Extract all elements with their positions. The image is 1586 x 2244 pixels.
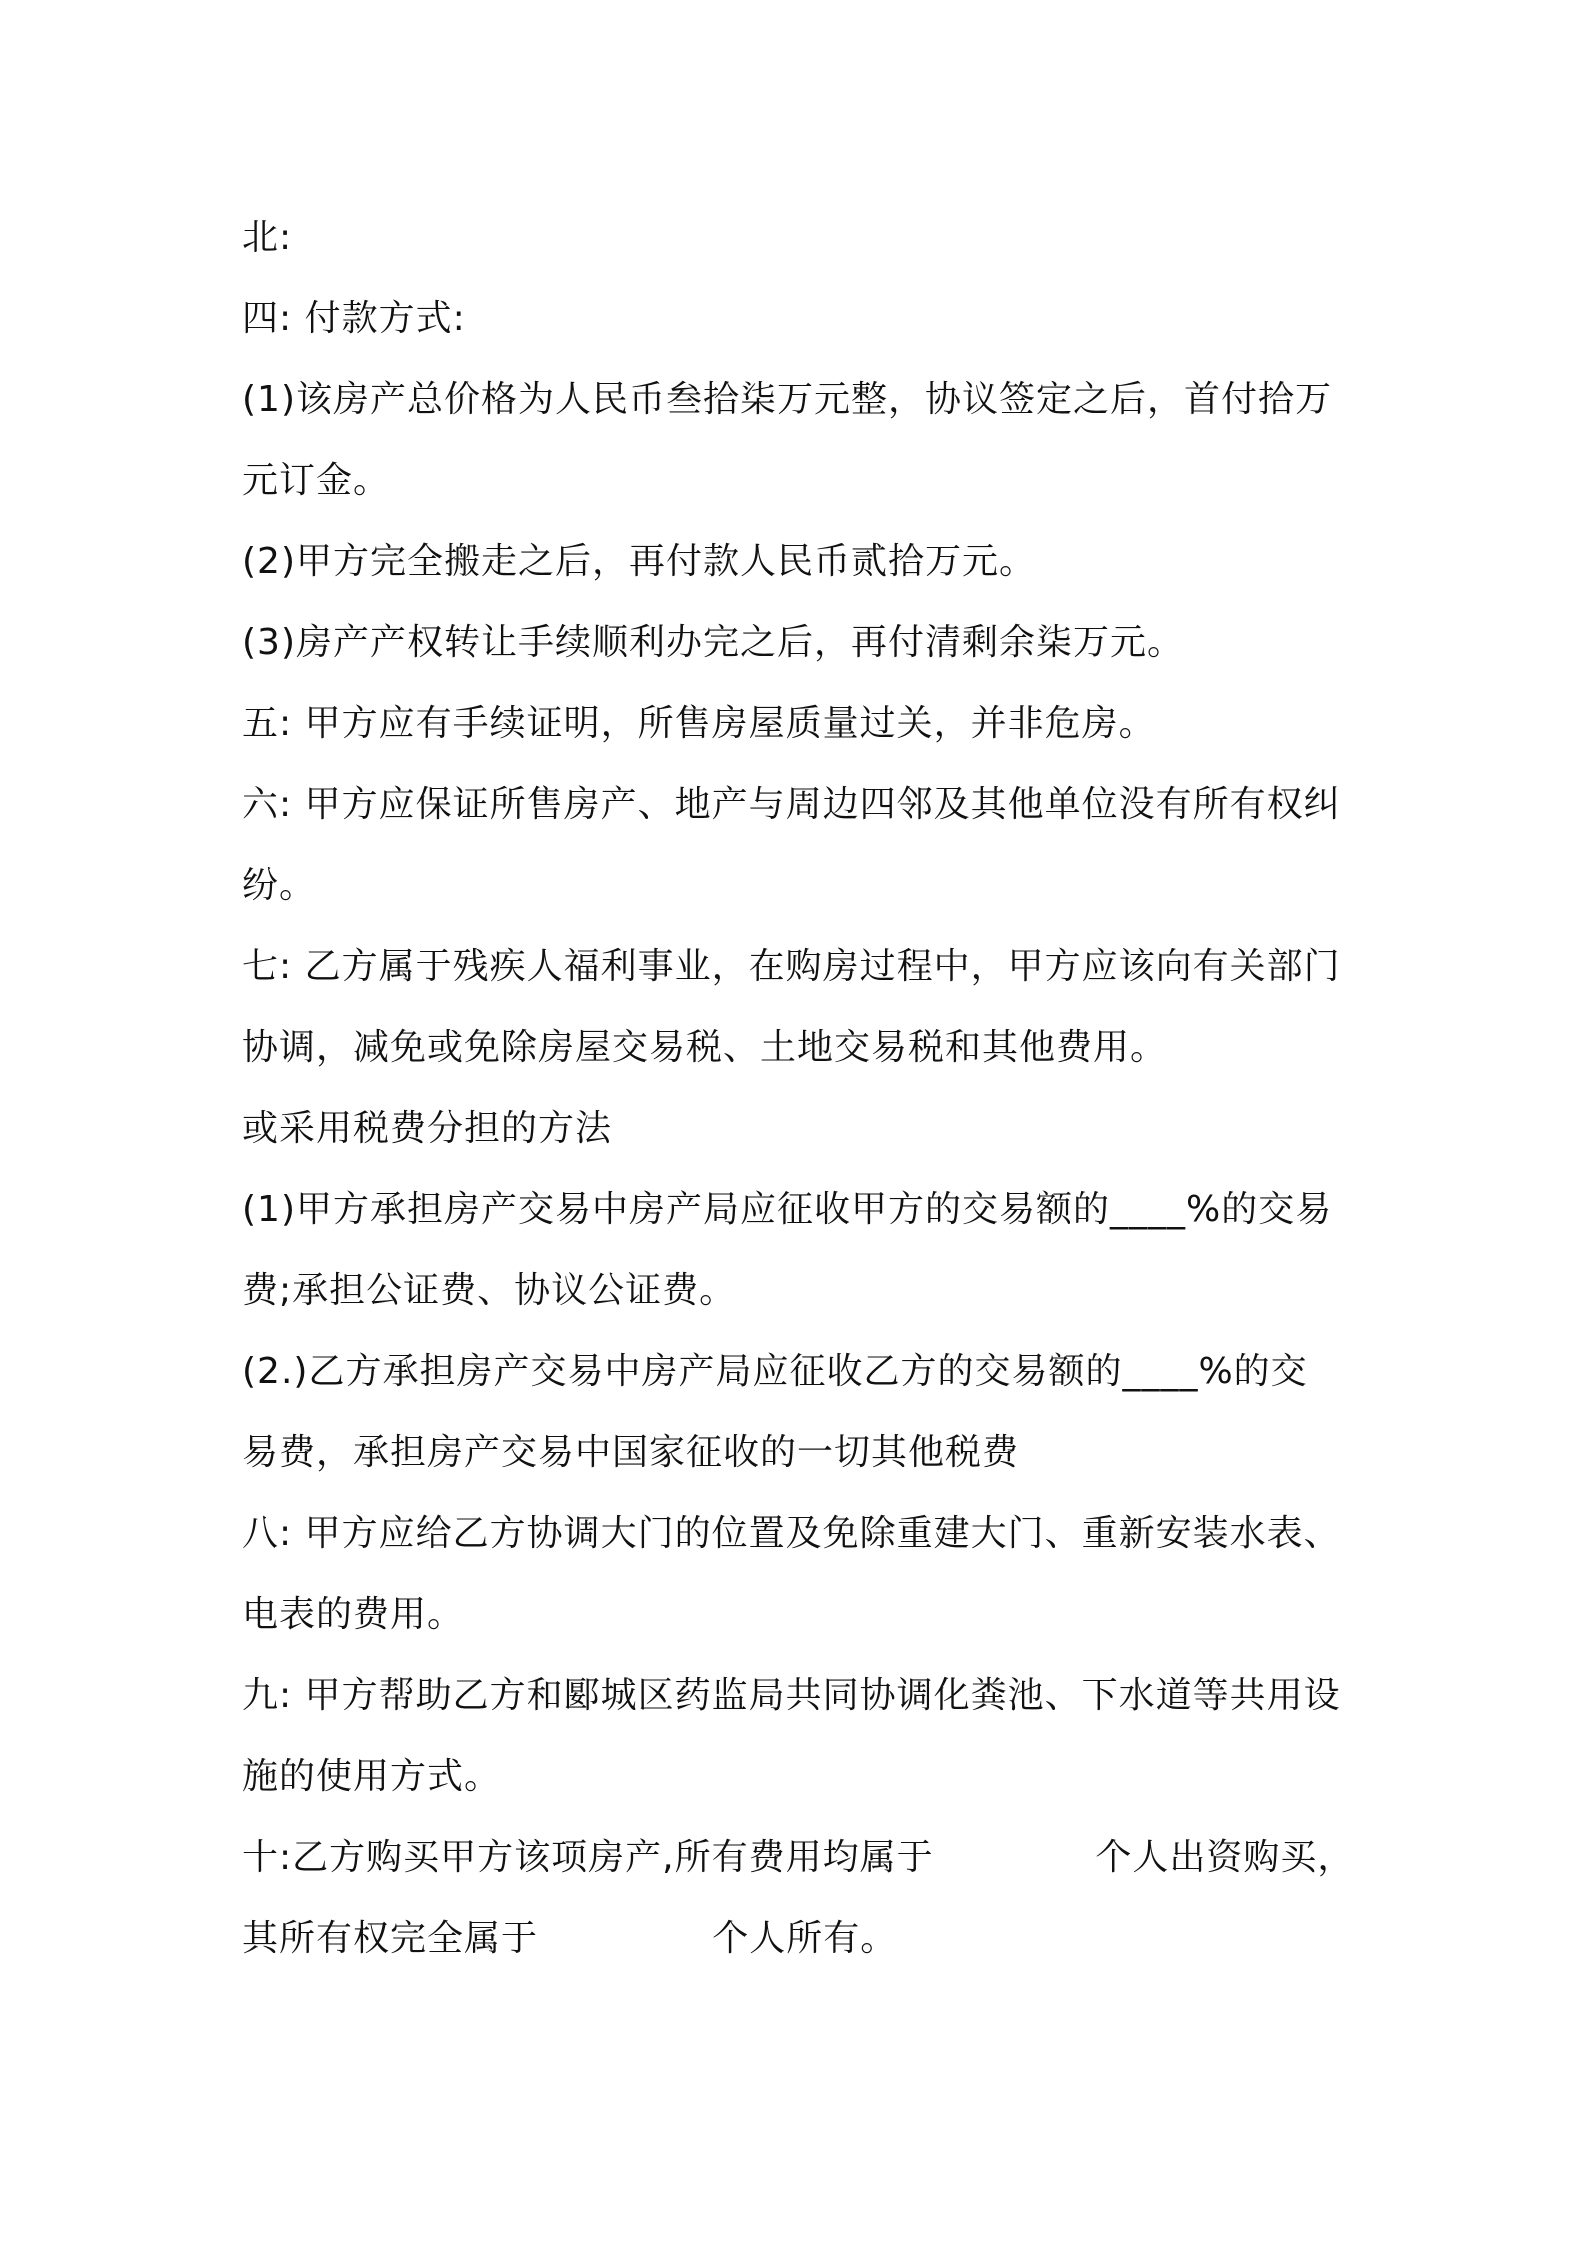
text-line: (2)甲方完全搬走之后，再付款人民币贰拾万元。 (242, 541, 1036, 582)
section-heading: 十:乙方购买甲方该项房产,所有费用均属于 个人出资购买， (242, 1837, 1355, 1878)
text-line: 电表的费用。 (242, 1594, 465, 1635)
text-line: 其所有权完全属于 个人所有。 (242, 1918, 898, 1959)
text-line: 或采用税费分担的方法 (242, 1108, 613, 1149)
text-line: 北: (242, 217, 293, 258)
text-line: (2.)乙方承担房产交易中房产局应征收乙方的交易额的____%的交 (242, 1351, 1308, 1392)
text-line: (3)房产产权转让手续顺利办完之后，再付清剩余柒万元。 (242, 622, 1184, 663)
text-line: (1)甲方承担房产交易中房产局应征收甲方的交易额的____%的交易 (242, 1189, 1333, 1230)
text-line: 施的使用方式。 (242, 1756, 502, 1797)
section-heading: 五: 甲方应有手续证明，所售房屋质量过关，并非危房。 (242, 703, 1156, 744)
section-heading: 四: 付款方式: (242, 298, 466, 339)
section-heading: 七: 乙方属于残疾人福利事业，在购房过程中，甲方应该向有关部门 (242, 946, 1341, 987)
text-line: 费;承担公证费、协议公证费。 (242, 1270, 737, 1311)
section-heading: 八: 甲方应给乙方协调大门的位置及免除重建大门、重新安装水表、 (242, 1513, 1341, 1554)
text-line: (1)该房产总价格为人民币叁拾柒万元整，协议签定之后，首付拾万 (242, 379, 1332, 420)
text-line: 易费，承担房产交易中国家征收的一切其他税费 (242, 1432, 1020, 1473)
text-line: 协调，减免或免除房屋交易税、土地交易税和其他费用。 (242, 1027, 1168, 1068)
section-heading: 九: 甲方帮助乙方和郾城区药监局共同协调化粪池、下水道等共用设 (242, 1675, 1341, 1716)
text-line: 元订金。 (242, 460, 391, 501)
text-line: 纷。 (242, 865, 317, 906)
section-heading: 六: 甲方应保证所售房产、地产与周边四邻及其他单位没有所有权纠 (242, 784, 1341, 825)
